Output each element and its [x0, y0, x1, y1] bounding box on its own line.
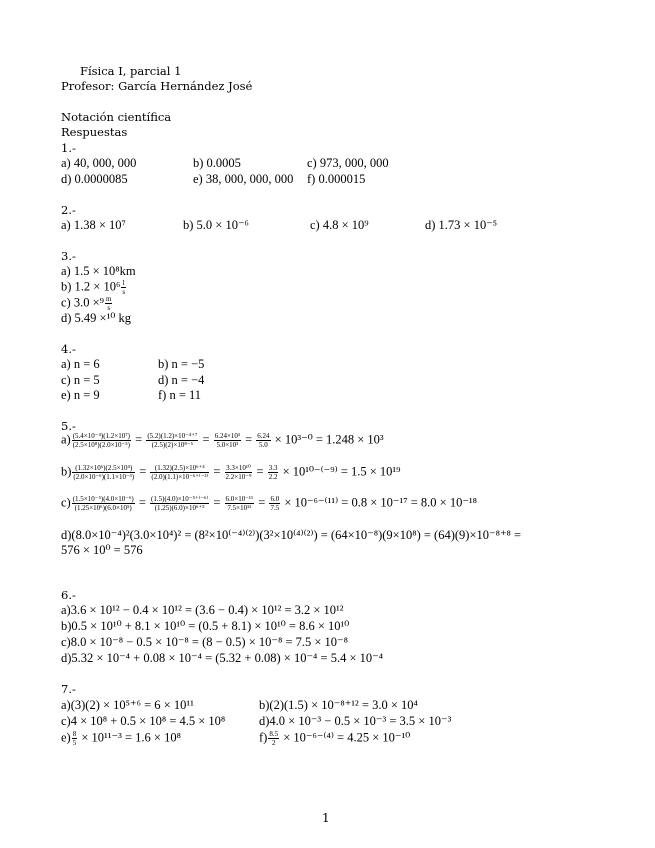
q4-item-d: d) n = −4	[158, 373, 205, 387]
q5-item-c: c) $\frac{\text{(1.5×10⁻⁵)(4.0×10⁻⁶)}}{\text{(1.25×10⁶)(6.0×10⁵)}}$ = $\frac{\text{(1.5)(4.0)×10⁻⁵⁺⁽⁻⁶⁾}}{\text{(1.25)(6.0)×10⁶⁺⁵}}$ = $\frac{\text{6.0×10⁻¹¹}}{\text{7.5×10¹¹}}$ = $\frac{6.0}{7.5}$ × 10⁻⁶⁻⁽¹¹⁾ = 0.8 × 10⁻¹⁷ = 8.0 × 10⁻¹⁸	[61, 495, 478, 512]
q3-label: 3.-	[61, 249, 76, 263]
q5-a-frac1: $\frac{\text{(5.4×10⁻⁴)(1.2×10⁷)}}{\text{(2.5×10⁸)(2.0×10⁻⁵)}}$	[72, 432, 131, 449]
q7-item-b: b)(2)(1.5) × 10⁻⁸⁺¹² = 3.0 × 10⁴	[259, 698, 418, 712]
q4-item-c: c) n = 5	[61, 373, 100, 387]
q5-c-frac4: $\frac{6.0}{7.5}$	[270, 495, 280, 512]
q4-item-f: f) n = 11	[158, 388, 202, 402]
q1-item-d: d) 0.0000085	[61, 172, 128, 186]
q1-item-b: b) 0.0005	[193, 156, 241, 170]
q5-b-frac4: $\frac{3.3}{2.2}$	[268, 464, 278, 481]
q6-item-a: a)3.6 × 10¹² − 0.4 × 10¹² = (3.6 − 0.4) × 10¹² = 3.2 × 10¹²	[61, 603, 344, 617]
page-number: 1	[322, 811, 330, 825]
q6-item-d: d)5.32 × 10⁻⁴ + 0.08 × 10⁻⁴ = (5.32 + 0.08) × 10⁻⁴ = 5.4 × 10⁻⁴	[61, 651, 384, 665]
q5-item-d-line2: 576 × 10⁰ = 576	[61, 543, 143, 557]
q5-c-frac1: $\frac{\text{(1.5×10⁻⁵)(4.0×10⁻⁶)}}{\text{(1.25×10⁶)(6.0×10⁵)}}$	[72, 495, 134, 512]
q1-item-c: c) 973, 000, 000	[307, 156, 389, 170]
q7-label: 7.-	[61, 682, 76, 696]
q2-item-b: b) 5.0 × 10⁻⁶	[183, 218, 249, 232]
q4-item-a: a) n = 6	[61, 357, 100, 371]
q2-item-c: c) 4.8 × 10⁹	[310, 218, 369, 232]
course-title: Física I, parcial 1	[80, 64, 182, 78]
q5-item-b: b) $\frac{\text{(1.32×10⁶)(2.5×10⁴)}}{\text{(2.0×10⁻⁶)(1.1×10⁻³)}}$ = $\frac{\text{(1.32)(2.5)×10⁶⁺⁴}}{\text{(2.0)(1.1)×10⁻⁶⁺⁽⁻³⁾}}$ = $\frac{\text{3.3×10¹⁰}}{\text{2.2×10⁻⁹}}$ = $\frac{3.3}{2.2}$ × 10¹⁰⁻⁽⁻⁹⁾ = 1.5 × 10¹⁹	[61, 464, 401, 481]
q6-label: 6.-	[61, 588, 76, 602]
q3-c-fraction: $\frac{m}{s}$	[106, 295, 112, 312]
q2-label: 2.-	[61, 203, 76, 217]
q5-a-frac3: $\frac{\text{6.24×10³}}{\text{5.0×10³}}$	[214, 432, 240, 449]
q1-item-a: a) 40, 000, 000	[61, 156, 137, 170]
q5-b-frac3: $\frac{\text{3.3×10¹⁰}}{\text{2.2×10⁻⁹}}$	[225, 464, 252, 481]
q3-item-d: d) 5.49 ×¹⁰ kg	[61, 311, 131, 325]
q5-b-frac2: $\frac{\text{(1.32)(2.5)×10⁶⁺⁴}}{\text{(2.0)(1.1)×10⁻⁶⁺⁽⁻³⁾}}$	[151, 464, 209, 481]
q5-b-frac1: $\frac{\text{(1.32×10⁶)(2.5×10⁴)}}{\text{(2.0×10⁻⁶)(1.1×10⁻³)}}$	[73, 464, 135, 481]
q3-b-fraction: $\frac{l}{s}$	[122, 279, 126, 296]
q4-item-b: b) n = −5	[158, 357, 205, 371]
q2-item-a: a) 1.38 × 10⁷	[61, 218, 126, 232]
topic-heading: Notación científica	[61, 110, 172, 124]
q4-label: 4.-	[61, 342, 76, 356]
q6-item-c: c)8.0 × 10⁻⁸ − 0.5 × 10⁻⁸ = (8 − 0.5) × 10⁻⁸ = 7.5 × 10⁻⁸	[61, 635, 349, 649]
q3-item-c: c) 3.0 ×⁹ $\frac{m}{s}$	[61, 295, 112, 312]
q1-item-f: f) 0.000015	[307, 172, 366, 186]
q7-item-f: f) $\frac{8.5}{2}$ × 10⁻⁶⁻⁽⁴⁾ = 4.25 × 10⁻¹⁰	[259, 730, 411, 747]
q5-item-a: a) $\frac{\text{(5.4×10⁻⁴)(1.2×10⁷)}}{\text{(2.5×10⁸)(2.0×10⁻⁵)}}$ = $\frac{\text{(5.2)(1.2)×10⁻⁴⁺⁷}}{\text{(2.5)(2)×10⁸⁻⁵}}$ = $\frac{\text{6.24×10³}}{\text{5.0×10³}}$ = $\frac{6.24}{5.0}$ × 10³⁻⁰ = 1.248 × 10³	[61, 432, 384, 449]
q1-label: 1.-	[61, 141, 76, 155]
q5-c-frac3: $\frac{\text{6.0×10⁻¹¹}}{\text{7.5×10¹¹}}$	[225, 495, 254, 512]
q7-item-d: d)4.0 × 10⁻³ − 0.5 × 10⁻³ = 3.5 × 10⁻³	[259, 714, 452, 728]
q7-item-e: e) $\frac{8}{5}$ × 10¹¹⁻³ = 1.6 × 10⁸	[61, 730, 181, 747]
q5-item-d-line1: d)(8.0×10⁻⁴)²(3.0×10⁴)² = (8²×10⁽⁻⁴⁾⁽²⁾)(3²×10⁽⁴⁾⁽²⁾) = (64×10⁻⁸)(9×10⁸) = (64)(9)×10⁻⁸⁺⁸ =	[61, 528, 522, 542]
q5-c-frac2: $\frac{\text{(1.5)(4.0)×10⁻⁵⁺⁽⁻⁶⁾}}{\text{(1.25)(6.0)×10⁶⁺⁵}}$	[151, 495, 209, 512]
q7-f-fraction: $\frac{8.5}{2}$	[269, 730, 279, 747]
q1-item-e: e) 38, 000, 000, 000	[193, 172, 294, 186]
professor-line: Profesor: García Hernández José	[61, 79, 253, 93]
q6-item-b: b)0.5 × 10¹⁰ + 8.1 × 10¹⁰ = (0.5 + 8.1) × 10¹⁰ = 8.6 × 10¹⁰	[61, 619, 350, 633]
q7-item-a: a)(3)(2) × 10⁵⁺⁶ = 6 × 10¹¹	[61, 698, 194, 712]
q3-item-a: a) 1.5 × 10⁸km	[61, 264, 136, 278]
q7-e-fraction: $\frac{8}{5}$	[72, 730, 77, 747]
q2-item-d: d) 1.73 × 10⁻⁵	[425, 218, 498, 232]
q7-item-c: c)4 × 10⁸ + 0.5 × 10⁸ = 4.5 × 10⁸	[61, 714, 226, 728]
subtitle-heading: Respuestas	[61, 125, 128, 139]
q4-item-e: e) n = 9	[61, 388, 100, 402]
q5-label: 5.-	[61, 419, 76, 433]
q5-a-frac2: $\frac{\text{(5.2)(1.2)×10⁻⁴⁺⁷}}{\text{(2.5)(2)×10⁸⁻⁵}}$	[147, 432, 198, 449]
q5-a-frac4: $\frac{6.24}{5.0}$	[257, 432, 270, 449]
q3-item-b: b) 1.2 × 10⁶ $\frac{l}{s}$	[61, 279, 126, 296]
